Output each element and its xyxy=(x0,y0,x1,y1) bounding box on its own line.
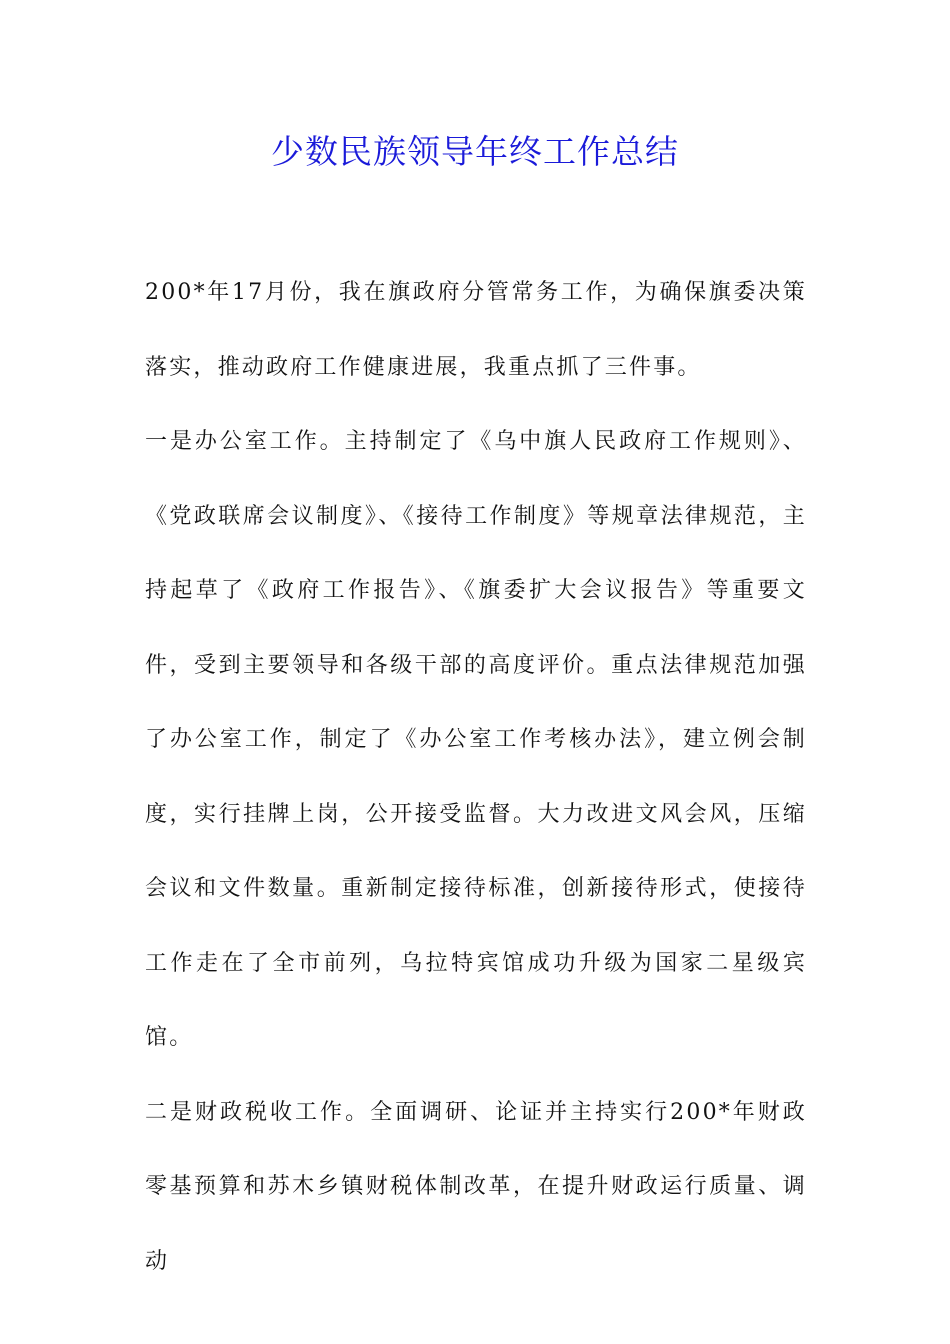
document-body xyxy=(145,256,807,1299)
paragraph-intro: 200*年17月份，我在旗政府分管常务工作，为确保旗委决策落实，推动政府工作健康进展，我重点抓了三件事。 xyxy=(145,280,807,380)
paragraph-finance-tax: 二是财政税收工作。全面调研、论证并主持实行200*年财政零基预算和苏木乡镇财税体制改革，在提升财政运行质量、调动 xyxy=(145,1099,807,1274)
paragraph-office-work: 一是办公室工作。主持制定了《乌中旗人民政府工作规则》、《党政联席会议制度》、《接待工作制度》等规章法律规范，主持起草了《政府工作报告》、《旗委扩大会议报告》等重要文件，受到主要领导和各级干部的高度评价。重点法律规范加强了办公室工作，制定了《办公室工作考核办法》，建立例会制度，实行挂牌上岗，公开接受监督。大力改进文风会风，压缩会议和文件数量。重新制定接待标准，创新接待形式，使接待工作走在了全市前列，乌拉特宾馆成功升级为国家二星级宾馆。 xyxy=(145,429,807,1050)
document-title: 少数民族领导年终工作总结 xyxy=(271,132,679,171)
